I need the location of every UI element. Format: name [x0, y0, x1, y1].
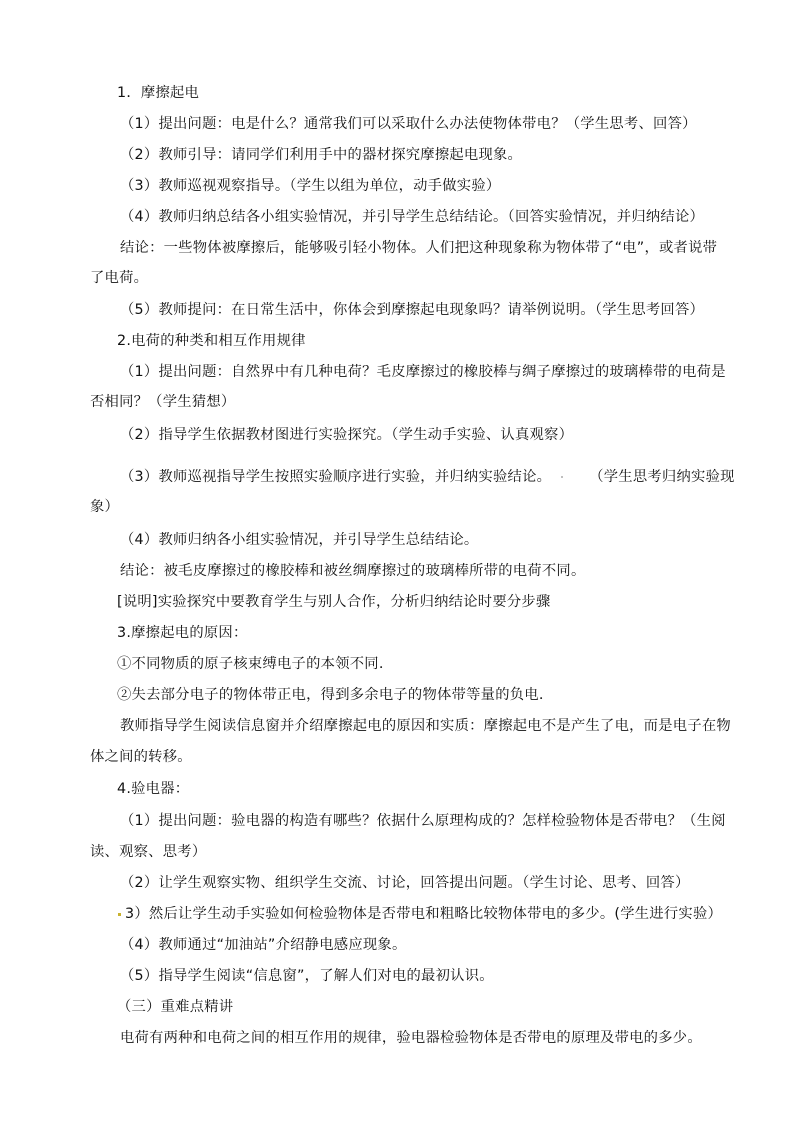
paragraph: [118, 904, 722, 924]
stray-mark: [118, 913, 121, 916]
conclusion-text-cont: 了电荷。: [90, 270, 149, 286]
paragraph-cont: 象）: [90, 499, 120, 515]
section-heading-friction-electrification: 1．摩擦起电: [117, 85, 200, 101]
paragraph: 电荷有两种和电荷之间的相互作用的规律，验电器检验物体是否带电的原理及带电的多少。: [120, 1030, 702, 1046]
paragraph: （1）提出问题：验电器的构造有哪些？依据什么原理构成的？怎样检验物体是否带电？（生阅: [120, 813, 726, 829]
section-heading-electroscope: 4.验电器：: [117, 781, 190, 797]
paragraph-cont: 读、观察、思考）: [90, 844, 207, 860]
paragraph-part: （3）教师巡视指导学生按照实验顺序进行实验，并归纳实验结论。: [120, 469, 552, 485]
section-heading-charge-types: 2.电荷的种类和相互作用规律: [117, 333, 306, 349]
paragraph: （2）指导学生依据教材图进行实验探究。（学生动手实验、认真观察）: [120, 427, 574, 443]
paragraph-cont: 否相同？（学生猜想）: [90, 394, 236, 410]
paragraph: （5）指导学生阅读“信息窗”，了解人们对电的最初认识。: [120, 968, 494, 984]
paragraph: （4）教师通过“加油站”介绍静电感应现象。: [120, 937, 407, 953]
paragraph: （4）教师归纳总结各小组实验情况，并引导学生总结结论。（回答实验情况，并归纳结论）: [120, 209, 705, 225]
paragraph: （2）让学生观察实物、组织学生交流、讨论，回答提出问题。（学生讨论、思考、回答）: [120, 875, 690, 891]
paragraph: （3）教师巡视观察指导。（学生以组为单位，动手做实验）: [120, 178, 501, 194]
section-heading-key-points: （三）重难点精讲: [117, 999, 234, 1015]
conclusion-text: 结论：被毛皮摩擦过的橡胶棒和被丝绸摩擦过的玻璃棒所带的电荷不同。: [120, 563, 586, 579]
note-text: [说明]实验探究中要教育学生与别人合作，分析归纳结论时要分步骤: [117, 594, 551, 610]
paragraph: （5）教师提问：在日常生活中，你体会到摩擦起电现象吗？请举例说明。（学生思考回答）: [120, 302, 705, 318]
paragraph: 教师指导学生阅读信息窗并介绍摩擦起电的原因和实质：摩擦起电不是产生了电，而是电子在物: [120, 718, 731, 734]
list-item: ①不同物质的原子核束缚电子的本领不同.: [117, 656, 384, 672]
paragraph: （4）教师归纳各小组实验情况，并引导学生总结结论。: [120, 532, 479, 548]
paragraph: （1）提出问题：自然界中有几种电荷？毛皮摩擦过的橡胶棒与绸子摩擦过的玻璃棒带的电荷是: [120, 364, 726, 380]
paragraph-cont: 体之间的转移。: [90, 749, 192, 765]
section-heading-cause: 3.摩擦起电的原因：: [117, 625, 248, 641]
paragraph: [120, 467, 735, 487]
paragraph-text: 3）然后让学生动手实验如何检验物体是否带电和粗略比较物体带电的多少。(学生进行实验）: [125, 906, 723, 922]
paragraph-part: （学生思考归纳实验现: [589, 469, 735, 485]
list-item: ②失去部分电子的物体带正电，得到多余电子的物体带等量的负电.: [117, 687, 544, 703]
paragraph: （1）提出问题：电是什么？通常我们可以采取什么办法使物体带电？（学生思考、回答）: [120, 116, 697, 132]
stray-mark: [561, 476, 563, 478]
conclusion-text: 结论：一些物体被摩擦后，能够吸引轻小物体。人们把这种现象称为物体带了“电”，或者说带: [120, 240, 718, 256]
paragraph: （2）教师引导：请同学们利用手中的器材探究摩擦起电现象。: [120, 147, 523, 163]
